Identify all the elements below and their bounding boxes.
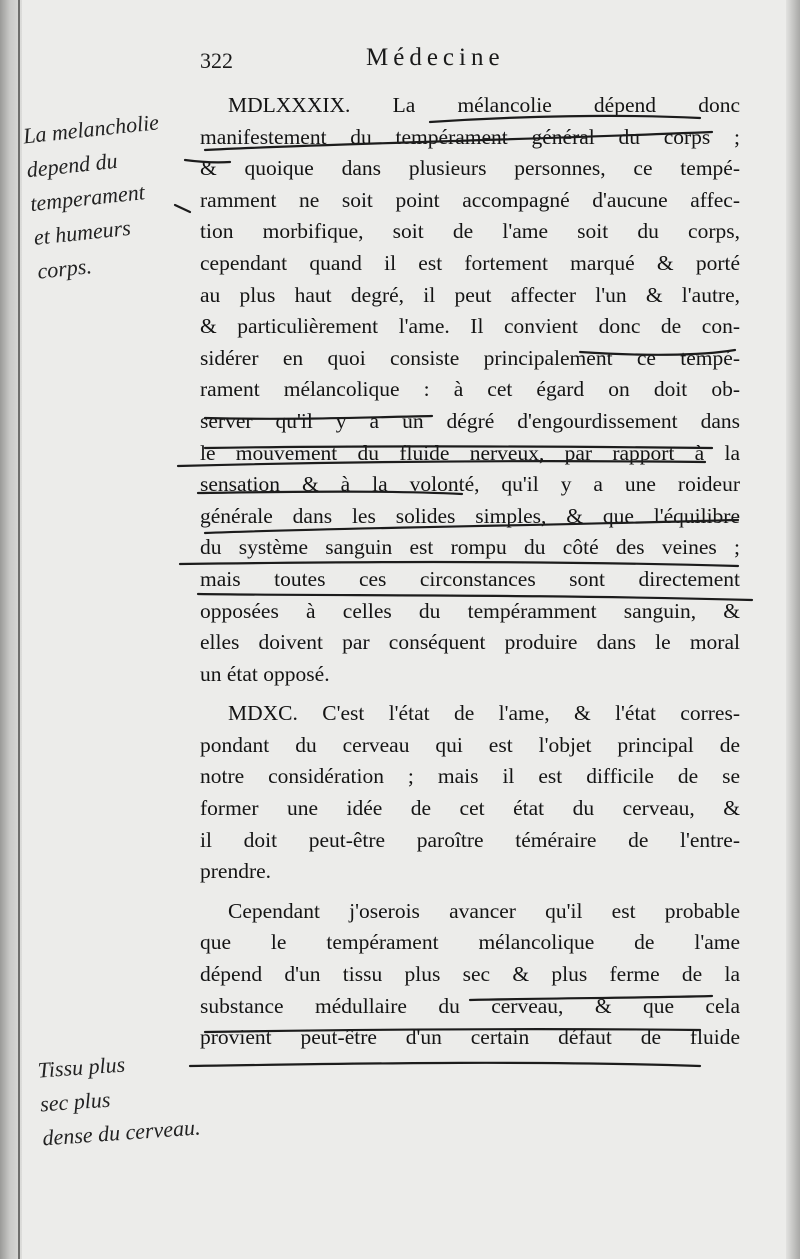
paragraph-gap [200, 690, 740, 698]
handwritten-line: Tissu plus [36, 1051, 126, 1083]
text-line: substance médullaire du cerveau, & que cela [200, 993, 740, 1018]
text-line: pondant du cerveau qui est l'objet principal de [200, 732, 740, 757]
text-line: dépend d'un tissu plus sec & plus ferme de la [200, 962, 740, 987]
handwritten-note-bottom [37, 1043, 202, 1156]
page-edge [786, 0, 800, 1259]
handwritten-line: depend du [25, 147, 119, 183]
text-line: notre considération ; mais il est difficile de se [200, 764, 740, 789]
text-line: générale dans les solides simples, & que l'équilibre [200, 503, 740, 528]
text-line: le mouvement du fluide nerveux, par rapport à la [200, 440, 740, 465]
paragraph-cependant [200, 896, 740, 1054]
text-line: un état opposé. [200, 661, 330, 686]
text-line: elles doivent par conséquent produire dans le moral [200, 630, 740, 655]
running-title: Médecine [366, 44, 505, 71]
handwritten-line: sec plus [39, 1086, 112, 1117]
page-number: 322 [200, 48, 233, 73]
text-line: server qu'il y a un dégré d'engourdissement dans [200, 408, 740, 433]
text-line: opposées à celles du tempéramment sanguin, & [200, 598, 740, 623]
text-line: au plus haut degré, il peut affecter l'un & l'autre, [200, 282, 740, 307]
underline-mark [190, 1063, 700, 1066]
handwritten-line: et humeurs [32, 214, 132, 250]
text-line: tion morbifique, soit de l'ame soit du corps, [200, 219, 740, 244]
page-body [200, 90, 740, 1054]
underline-mark [175, 205, 190, 212]
text-line: que le tempérament mélancolique de l'ame [200, 930, 740, 955]
paragraph-mdlxxxix [200, 90, 740, 690]
handwritten-line: dense du cerveau. [41, 1114, 202, 1151]
text-line: sensation & à la volonté, qu'il y a une roideur [200, 472, 740, 497]
text-line: du système sanguin est rompu du côté des veines ; [200, 535, 740, 560]
text-line: Cependant j'oserois avancer qu'il est probable [228, 898, 740, 923]
handwritten-line: La melancholie [21, 109, 161, 149]
text-line: MDLXXXIX. La mélancolie dépend donc [228, 93, 740, 117]
gutter-line [18, 0, 20, 1259]
text-line: cependant quand il est fortement marqué & porté [200, 250, 740, 275]
text-line: manifestement du tempérament général du corps ; [200, 124, 740, 149]
text-line: & particulièrement l'ame. Il convient donc de con- [200, 314, 740, 339]
paragraph-mdxc [200, 698, 740, 888]
text-line: mais toutes ces circonstances sont directement [200, 566, 740, 591]
text-line: provient peut-être d'un certain défaut de fluide [200, 1025, 740, 1050]
handwritten-line: corps. [36, 253, 93, 284]
paragraph-gap [200, 888, 740, 896]
text-line: ramment ne soit point accompagné d'aucune affec- [200, 187, 740, 212]
text-line: sidérer en quoi consiste principalement ce tempé- [200, 345, 740, 370]
handwritten-note-top [21, 105, 174, 288]
text-line: prendre. [200, 859, 272, 884]
text-line: former une idée de cet état du cerveau, & [200, 796, 740, 821]
text-line: rament mélancolique : à cet égard on doit ob- [200, 377, 740, 402]
handwritten-line: temperament [29, 179, 146, 217]
text-line: & quoique dans plusieurs personnes, ce tempé- [200, 156, 740, 181]
text-line: il doit peut-être paroître téméraire de l'entre- [200, 827, 740, 852]
text-line: MDXC. C'est l'état de l'ame, & l'état corres- [228, 701, 740, 726]
